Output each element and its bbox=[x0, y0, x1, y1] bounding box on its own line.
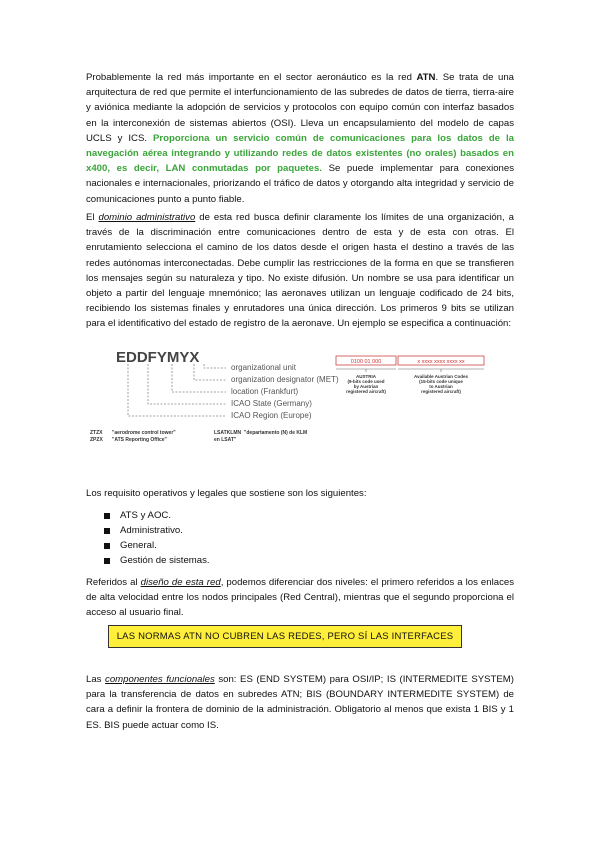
p1-atn-bold: ATN bbox=[416, 72, 436, 83]
list-item: Gestión de sistemas. bbox=[104, 553, 210, 568]
paragraph-dominio bbox=[86, 210, 514, 332]
p2-text-a: El bbox=[86, 212, 99, 223]
list-item: General. bbox=[104, 538, 210, 553]
fig-label-2: organization designator (MET) bbox=[231, 375, 339, 384]
fig-ex3-code: LSATKLMN bbox=[214, 430, 242, 436]
paragraph-atn-intro bbox=[86, 70, 514, 207]
address-example-figure bbox=[86, 348, 496, 448]
p4-term-diseno: diseño de esta red bbox=[140, 577, 221, 588]
fig-ex3-text2: en LSAT" bbox=[214, 437, 237, 443]
right-caption-0: Available Austrian Codes bbox=[414, 374, 468, 379]
p2-text-b: de esta red busca definir claramente los límites de una organización, a través de la discriminación entre comunicaciones dentro de esta y de esta con otras. El enrutamiento selecciona el camino de los datos desde el origen hasta el destino a través de las redes autónomas interconectadas. Debe cumplir las restricciones de la forma en que se transfieren los mensajes según su naturaleza y tipo. No existe difusión. Un nombre se usa para identificar un objeto a partir del lenguaje mnemónico; las aeronaves utilizan un lenguaje codificado de 24 bits, recibiendo los sistemas finales y enrutadores una única dirección. Los primeros 9 bits se utilizan para el identificativo del estado de registro de la aeronave. Un ejemplo se especifica a continuación: bbox=[86, 212, 514, 330]
paragraph-componentes: Las componentes funcionales son: ES (END SYSTEM) para OSI/IP; IS (INTERMEDITE SYSTEM) para la transferencia de datos en subredes ATN; BIS (BOUNDARY INTERMEDITE SYSTEM) de cara a definir la frontera de dominio de la administración. Obligatorio al menos que exista 1 BIS y 1 ES. BIS puede actuar como IS. bbox=[86, 674, 514, 731]
right-caption-2: to Austrian bbox=[429, 384, 453, 389]
bullet-icon bbox=[104, 558, 110, 564]
fig-ex3-text: "departamento (N) de KLM bbox=[244, 430, 308, 436]
p1-text-c: Se puede implementar para conexiones nacionales e internacionales, priorizando el tráfico de datos y otorgando alta integridad y servicio de comunicaciones punto a punto fiable. bbox=[86, 163, 515, 205]
left-caption-3: registered aircraft) bbox=[346, 389, 386, 394]
fig-label-1: organizational unit bbox=[231, 363, 296, 372]
bullet-icon bbox=[104, 528, 110, 534]
list-item: ATS y AOC. bbox=[104, 508, 210, 523]
fig-ex2-text: "ATS Reporting Office" bbox=[112, 437, 167, 443]
p5-term-componentes: componentes funcionales bbox=[105, 674, 215, 685]
highlight-banner: LAS NORMAS ATN NO CUBREN LAS REDES, PERO SÍ LAS INTERFACES bbox=[108, 625, 462, 648]
bits-left: 0100 01 000 bbox=[350, 359, 382, 365]
bullet-icon bbox=[104, 543, 110, 549]
p1-text-b: . Se trata de una arquitectura de red que permite el interfuncionamiento de las subredes de datos de tierra, tierra-aire y aviónica mediante la adopción de servicios y protocolos con equipo común con interfaz basados en la interconexión de sistemas abiertos (OSI). Lleva un encapsulamiento del modelo de capas UCLS y ICS. bbox=[86, 72, 515, 144]
fig-ex1-code: ZTZX bbox=[90, 430, 103, 436]
p1-highlight-green: Proporciona un servicio común de comunicaciones para los datos de la navegación aérea integrando y utilizando redes de datos existentes (no orales) basados en x400, es decir, LAN conmutadas por paquetes. bbox=[86, 132, 514, 175]
bullet-icon bbox=[104, 513, 110, 519]
fig-code: EDDFYMYX bbox=[116, 349, 200, 366]
fig-ex2-code: ZPZX bbox=[90, 437, 103, 443]
fig-label-4: ICAO State (Germany) bbox=[231, 399, 312, 408]
left-caption-2: by Austrian bbox=[353, 384, 379, 389]
p1-text-a: Probablemente la red más importante en el sector aeronáutico es la red bbox=[86, 72, 417, 83]
left-caption-1: (9-bits code used bbox=[347, 379, 385, 384]
fig-label-3: location (Frankfurt) bbox=[231, 387, 299, 396]
paragraph-diseno: Referidos al diseño de esta red, podemos diferenciar dos niveles: el primero referidos a los enlaces de alta velocidad entre los nodos principales (Red Central), mientras que el segundo proporciona el acceso al usuario final. bbox=[86, 577, 514, 619]
fig-label-5: ICAO Region (Europe) bbox=[231, 411, 312, 420]
right-caption-1: (15-bits code unique bbox=[419, 379, 463, 384]
p2-term-dominio: dominio administrativo bbox=[98, 212, 196, 223]
list-item: Administrativo. bbox=[104, 523, 210, 538]
fig-ex1-text: "aerodrome control tower" bbox=[112, 430, 176, 436]
requirements-list bbox=[104, 508, 210, 568]
left-caption-0: AUSTRIA bbox=[356, 374, 376, 379]
paragraph-requisitos: Los requisito operativos y legales que sostiene son los siguientes: bbox=[86, 488, 367, 499]
bits-right: x xxxx xxxx xxxx xx bbox=[417, 359, 465, 365]
right-caption-3: registered aircraft) bbox=[421, 389, 461, 394]
